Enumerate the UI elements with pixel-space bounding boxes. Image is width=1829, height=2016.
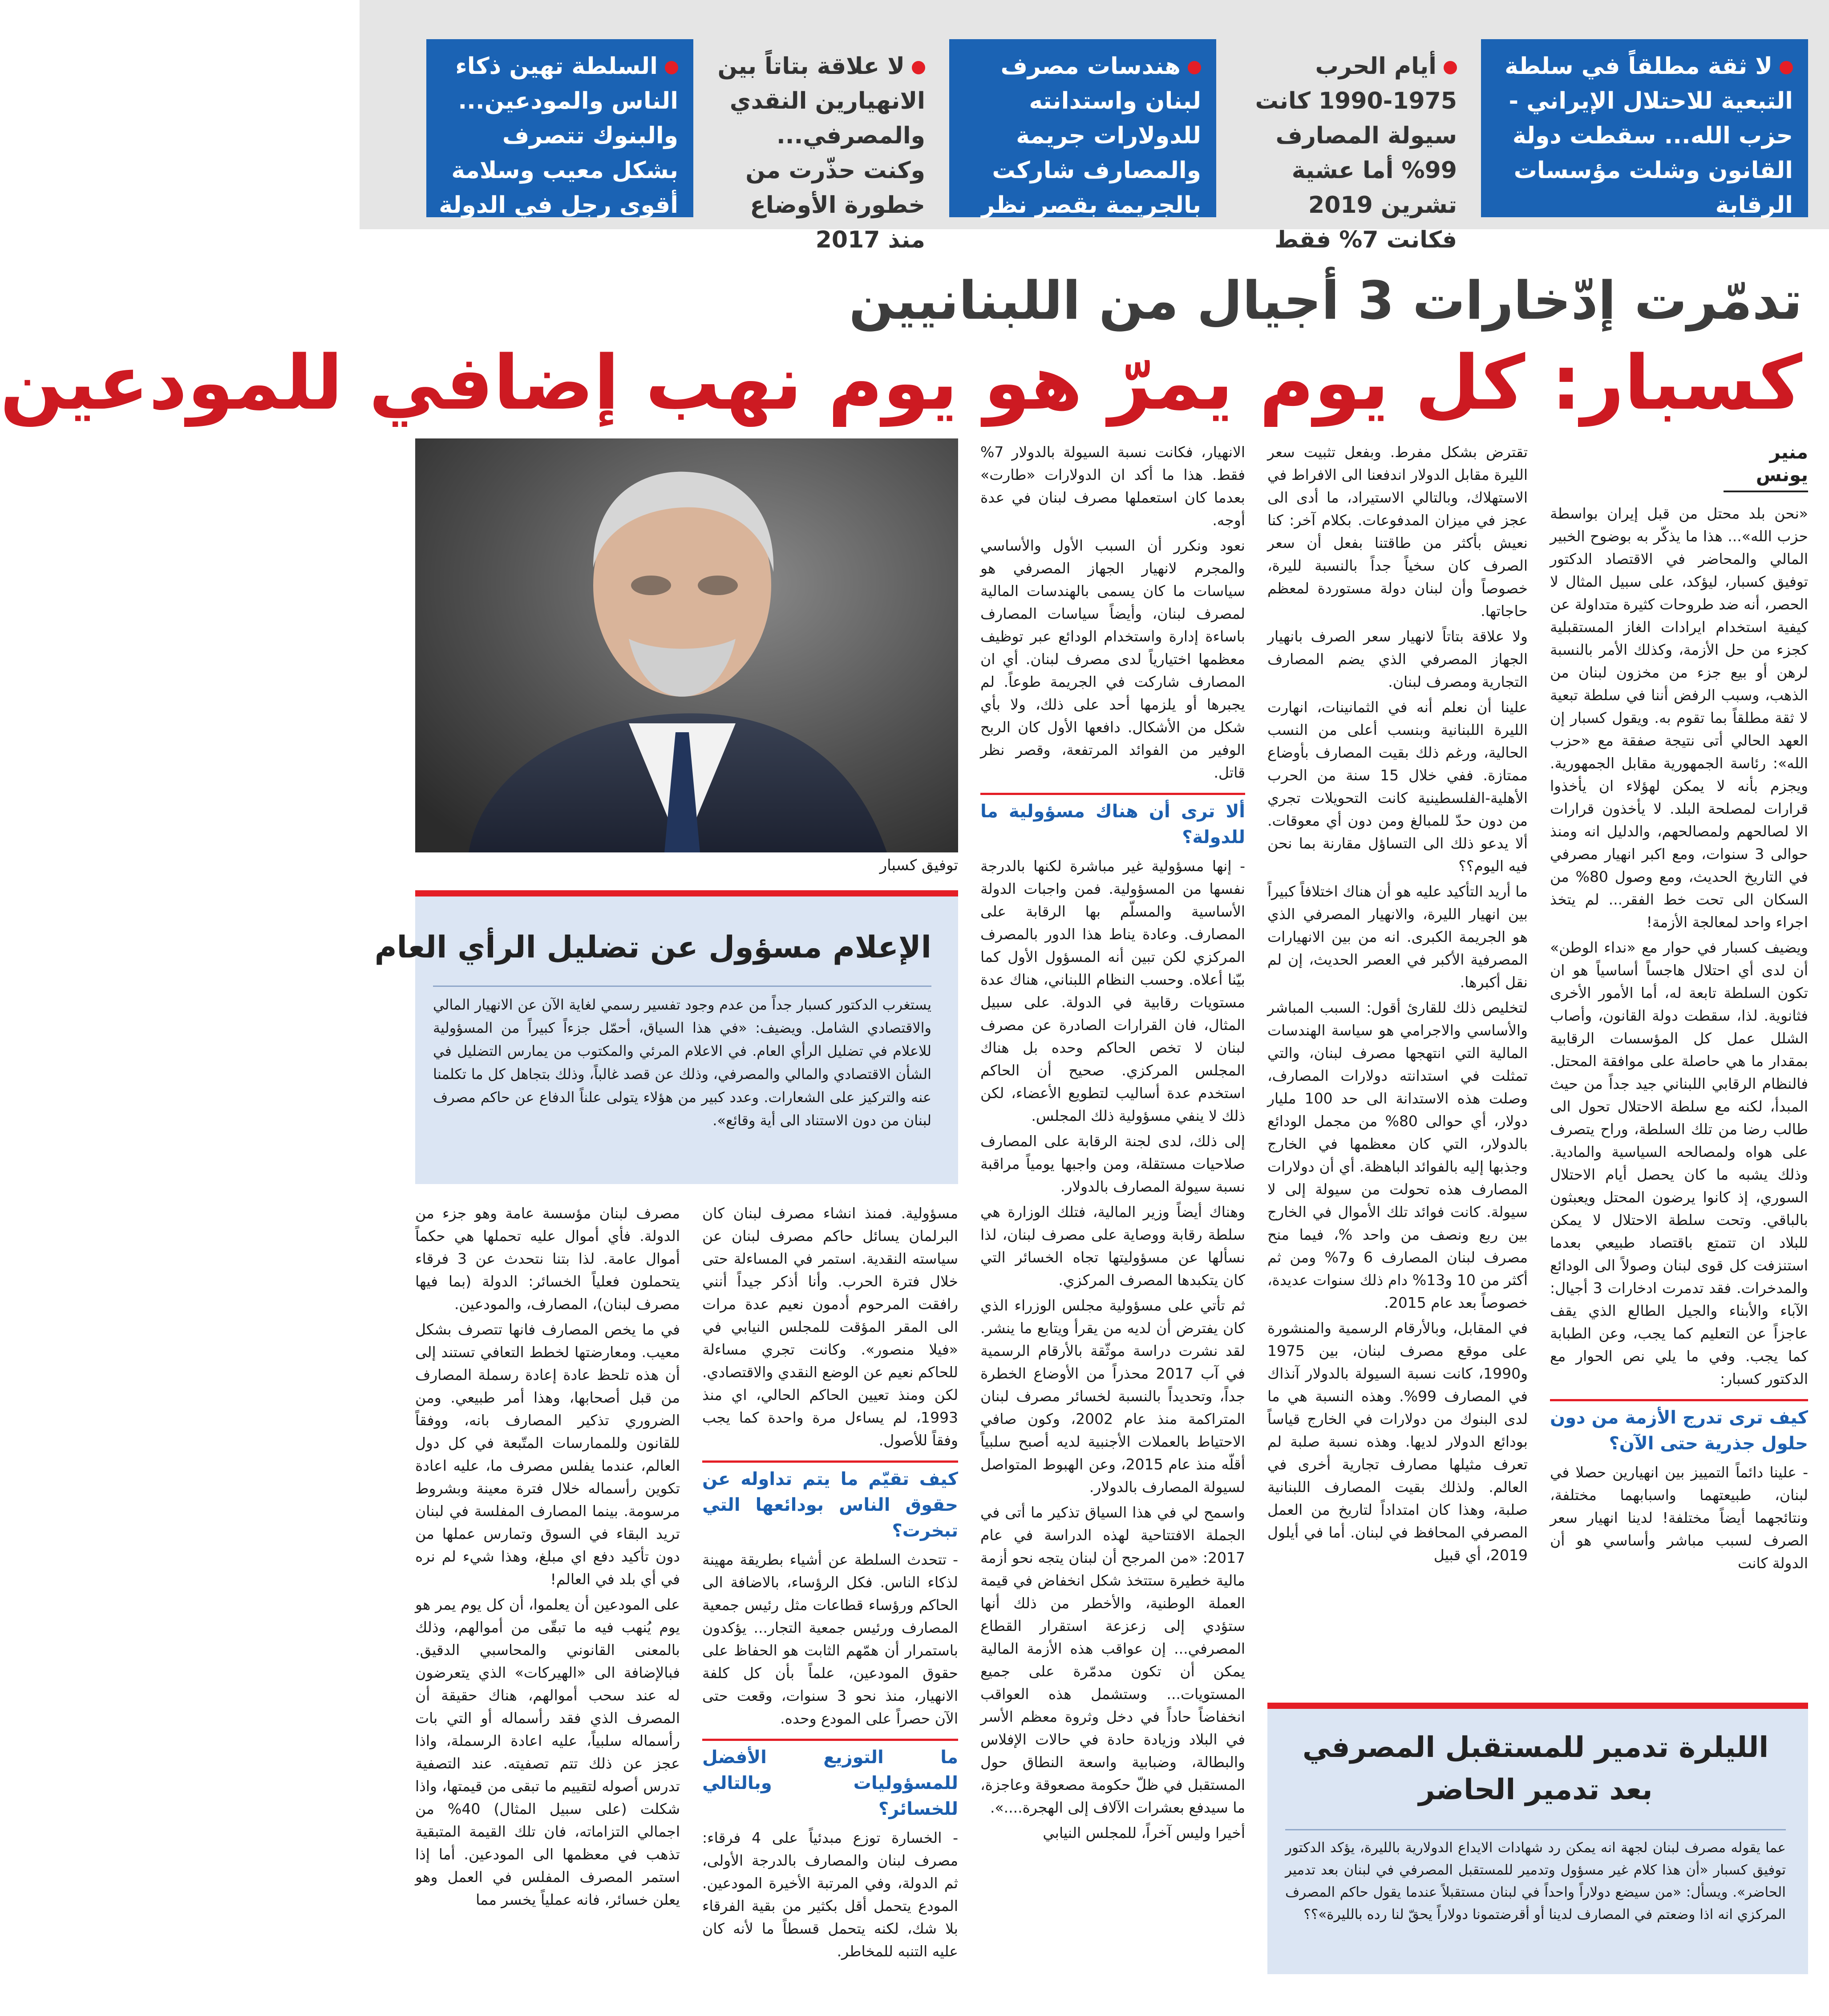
paragraph: وهناك أيضاً وزير المالية، فتلك الوزارة هي سلطة رقابة ووصاية على مصرف لبنان، لذا نسألها عن مسؤوليتها تجاه الخسائر التي كان يتكبدها المصرف المركزي. [980,1203,1245,1289]
interview-question: كيف تقيّم ما يتم تداوله عن حقوق الناس بودائعها التي تبخرت؟ [702,1460,958,1544]
interview-question: ما التوزيع الأفضل للمسؤوليات وبالتالي للخسائر؟ [702,1739,958,1822]
interview-question: ألا ترى أن هناك مسؤولية ما للدولة؟ [980,793,1245,850]
paragraph: الانهيار، فكانت نسبة السيولة بالدولار 7% فقط. هذا ما أكد ان الدولارات «طارت» بعدما كان استعملها مصرف لبنان في عدة أوجه. [980,443,1245,529]
paragraph: مصرف لبنان مؤسسة عامة وهو جزء من الدولة. فأي أموال عليه تحملها هي حكماً أموال عامة. لذا بتنا نتحدث عن 3 فرقاء يتحملون فعلياً الخسائر: الدولة (بما فيها مصرف لبنان)، المصارف، والمودعين. [415,1205,680,1313]
main-headline: كسبار: كل يوم يمرّ هو يوم نهب إضافي للمودعين [0,339,1802,426]
paragraph: - تتحدث السلطة عن أشياء بطريقة مهينة لذكاء الناس. فكل الرؤساء، بالاضافة الى الحاكم ورؤساء قطاعات مثل رئيس جمعية المصارف ورئيس جمعية التجار... يؤكدون باستمرار أن همّهم الثابت هو الحفاظ على حقوق المودعين، علماً بأن كل كلفة الانهيار، منذ نحو 3 سنوات، وقعت حتى الآن حصراً على المودع وحده. [702,1551,958,1727]
teaser-3: هندسات مصرف لبنان واستدانته للدولارات جريمة والمصارف شاركت بالجريمة بقصر نظر قاتل [949,39,1216,217]
bullet-icon [1780,61,1793,74]
sidebar-box-lirafication [1267,1703,1808,1974]
paragraph: ما أريد التأكيد عليه هو أن هناك اختلافاً كبيراً بين انهيار الليرة، والانهيار المصرفي الذي هو الجريمة الكبرى. انه من بين الانهيارات المصرفية الأكبر في العصر الحديث، إن لم نقل أكبرها. [1267,883,1528,991]
box-body: عما يقوله مصرف لبنان لجهة انه يمكن رد شهادات الايداع الدولارية بالليرة، يؤكد الدكتور توفيق كسبار «أن هذا كلام غير مسؤول وتدمير للمستقبل المصرفي في لبنان بعد تدمير الحاضر». ويسأل: «من سيضع دولاراً واحداً في لبنان مستقبلاً عندما يقول حاكم المصرف المركزي انه اذا وضعتم في المصارف لدينا أو أقرضتمونا دولاراً يحقّ لنا رده بالليرة»؟؟ [1285,1840,1786,1923]
teaser-4: لا علاقة بتاتاً بين الانهيارين النقدي والمصرفي... وكنت حذّرت من خطورة الأوضاع منذ 2017 [717,53,925,253]
paragraph: في المقابل، وبالأرقام الرسمية والمنشورة على موقع مصرف لبنان، بين 1975 و1990، كانت نسبة السيولة بالدولار آنذاك في المصارف 99%. وهذه النسبة هي ما لدى البنوك من دولارات في الخارج قياساً بودائع الدولار لديها. وهذه نسبة صلبة لم تعرف مثيلها مصارف تجارية أخرى في العالم. ولذلك بقيت المصارف اللبنانية صلبة، وهذا كان امتداداً لتاريخ من العمل المصرفي المحافظ في لبنان. أما في أيلول 2019، أي قبيل [1267,1319,1528,1564]
article-column-3 [980,441,1245,1999]
box-body: يستغرب الدكتور كسبار جداً من عدم وجود تفسير رسمي لغاية الآن عن الانهيار المالي والاقتصادي الشامل. ويضيف: «في هذا السياق، أحمّل جزءاً كبيراً من المسؤولية للاعلام في تضليل الرأي العام. في الاعلام المرئي والمكتوب من يمارس التضليل في الشأن الاقتصادي والمالي والمصرفي، وذلك عن قصد غالباً، وذلك بتجاهل كل ما تكلمنا عنه والتركيز على الشعارات. وعدد كبير من هؤلاء يتولى علناً الدفاع عن حاكم مصرف لبنان من دون الاستناد الى أية وقائع». [433,996,931,1129]
paragraph: «نحن بلد محتل من قبل إيران بواسطة حزب الله»... هذا ما يذكّر به بوضوح الخبير المالي والمحاضر في الاقتصاد الدكتور توفيق كسبار، ليؤكد، على سبيل المثال لا الحصر، أنه ضد طروحات كثيرة متداولة عن كيفية استخدام ايرادات الغاز المستقبلية كجزء من حل الأزمة، وكذلك الأمر بالنسبة لرهن أو بيع جزء من مخزون لبنان من الذهب، وسبب الرفض أننا في سلطة تبعية لا ثقة مطلقاً بما تقوم به. ويقول كسبار إن العهد الحالي أتى نتيجة صفقة مع «حزب الله»: رئاسة الجمهورية مقابل الجمهورية. ويجزم بأنه لا يمكن لهؤلاء ان يأخذوا قرارات لمصلحة البلد. لا يأخذون قرارات الا لصالحهم ولمصالحهم، والدليل انه ومنذ حوالى 3 سنوات، ومع اكبر انهيار مصرفي في التاريخ الحديث، ومع وصول 80% من السكان الى تحت خط الفقر... لم يتخذ اجراء واحد لمعالجة الأزمة! [1550,505,1808,931]
paragraph: لتخليص ذلك للقارئ أقول: السبب المباشر والأساسي والاجرامي هو سياسة الهندسات المالية التي انتهجها مصرف لبنان، والتي تمثلت في استدانته دولارات المصارف، وصلت هذه الاستدانة الى حد 100 مليار دولار، أي حوالى 80% من مجمل الودائع بالدولار، التي كان معظمها في الخارج وجذبها إليه بالفوائد الباهظة. أي أن دولارات المصارف هذه تحولت من سيولة إلى لا سيولة. كانت فوائد تلك الأموال في الخارج بين ربع ونصف من واحد %، فيما منح مصرف لبنان المصارف 6 و7% ومن ثم أكثر من 10 و13% دام ذلك سنوات عديدة، خصوصاً بعد عام 2015. [1267,999,1528,1311]
paragraph: في ما يخص المصارف فانها تتصرف بشكل معيب. ومعارضتها لخطط التعافي تستند إلى أن هذه تلحظ عادة إعادة رسملة المصارف من قبل أصحابها، وهذا أمر طبيعي. ومن الضروري تذكير المصارف بانه، ووفقاً للقانون وللممارسات المتّبعة في كل دول العالم، عندما يفلس مصرف ما، عليه اعادة تكوين رأسماله خلال فترة معينة وبشروط مرسومة. بينما المصارف المفلسة في لبنان تريد البقاء في السوق وتمارس عملها من دون تأكيد دفع اي مبلغ، وهذا شيء لم نره في أي بلد في العالم! [415,1321,680,1588]
paragraph: مسؤولية. فمنذ انشاء مصرف لبنان كان البرلمان يسائل حاكم مصرف لبنان عن سياسته النقدية. استمر في المساءلة حتى خلال فترة الحرب. وأنا أذكر جيداً أنني رافقت المرحوم أدمون نعيم عدة مرات الى المقر المؤقت للمجلس النيابي في «فيلا منصور». وكانت تجري مساءلة للحاكم نعيم عن الوضع النقدي والاقتصادي. لكن ومنذ تعيين الحاكم الحالي، اي منذ 1993، لم يساءل مرة واحدة كما يجب وفقاً للأصول. [702,1205,958,1449]
box-title: الإعلام مسؤول عن تضليل الرأي العام [374,930,931,965]
teaser-5: السلطة تهين ذكاء الناس والمودعين... والبنوك تتصرف بشكل معيب وسلامة أقوى رجل في الدولة [426,39,693,217]
paragraph: إلى ذلك، لدى لجنة الرقابة على المصارف صلاحيات مستقلة، ومن واجبها يومياً مراقبة نسبة سيولة المصارف بالدولار. [980,1132,1245,1195]
interview-question: كيف ترى تدرج الأزمة من دون حلول جذرية حتى الآن؟ [1550,1399,1808,1456]
kicker-headline: تدمّرت إدّخارات 3 أجيال من اللبنانيين [849,270,1802,331]
paragraph: - الخسارة توزع مبدئياً على 4 فرقاء: مصرف لبنان والمصارف بالدرجة الأولى، ثم الدولة، وفي المرتبة الأخيرة المودعين. المودع يتحمل أقل بكثير من بقية الفرقاء بلا شك، لكنه يتحمل قسطاً ما لأنه كان عليه التنبه للمخاطر. [702,1829,959,1960]
bullet-icon [1444,61,1457,74]
article-column-5 [415,1202,680,1999]
paragraph: علينا أن نعلم أنه في الثمانينات، انهارت الليرة اللبنانية وبنسب أعلى من النسب الحالية، ورغم ذلك بقيت المصارف بأوضاع ممتازة. ففي خلال 15 سنة من الحرب الأهلية-الفلسطينية كانت التحويلات تجري من دون حدّ للمبالغ ومن دون أي معوقات. ألا يدعو ذلك الى التساؤل مقارنة بما نحن فيه اليوم؟؟ [1267,698,1528,875]
paragraph: - إنها مسؤولية غير مباشرة لكنها بالدرجة نفسها من المسؤولية. فمن واجبات الدولة الأساسية والمسلّم بها الرقابة على المصارف. وعادة يناط هذا الدور بالمصرف المركزي لكن تبين أنه المسؤول الأول كما بيّنا أعلاه. وحسب النظام اللبناني، هناك عدة مستويات رقابية في الدولة. على سبيل المثال، فان القرارات الصادرة عن مصرف لبنان لا تخص الحاكم وحده بل هناك المجلس المركزي. صحيح أن الحاكم استخدم عدة أساليب لتطويع الأعضاء، لكن ذلك لا ينفي مسؤولية ذلك المجلس. [980,857,1245,1124]
teaser-1: لا ثقة مطلقاً في سلطة التبعية للاحتلال الإيراني - حزب الله... سقطت دولة القانون وشلت مؤسسات الرقابة [1481,39,1808,217]
paragraph: نعود ونكرر أن السبب الأول والأساسي والمجرم لانهيار الجهاز المصرفي هو سياسات ما كان يسمى بالهندسات المالية لمصرف لبنان، وأيضاً سياسات المصارف باساءة إدارة واستخدام الودائع عبر توظيف معظمها اختيارياً لدى مصرف لبنان. أي ان المصارف شاركت في الجريمة طوعاً. لم يجبرها أو يلزمها أحد على ذلك، ولا بأي شكل من الأشكال. دافعها الأول كان الربح الوفير من الفوائد المرتفعة، وقصر نظر قاتل. [980,537,1245,781]
photo-caption: توفيق كسبار [879,856,958,874]
article-column-2 [1267,441,1528,1683]
paragraph: ويضيف كسبار في حوار مع «نداء الوطن» أن لدى أي احتلال هاجساً أساسياً هو ان تكون السلطة تابعة له، أما الأمور الأخرى فثانوية. لذا، سقطت دولة القانون، وأصاب الشلل عمل كل المؤسسات الرقابية بمقدار ما هي حاصلة على موافقة المحتل. فالنظام الرقابي اللبناني جيد جداً من حيث المبدأ، لكنه مع سلطة الاحتلال تحول الى طالب رضا من تلك السلطة، وراح يتصرف على هواه ولمصالحه السياسية والمادية. وذلك يشبه ما كان يحصل أيام الاحتلال السوري، إذ كانوا يرضون المحتل ويعبثون بالباقي. وتحت سلطة الاحتلال لا يمكن للبلاد ان تتمتع باقتصاد طبيعي بعدما استنزفت كل قوى لبنان وصولاً الى الودائع والمدخرات. فقد تدمرت ادخارات 3 أجيال: الآباء والأبناء والجيل الطالع الذي يقف عاجزاً عن التعليم كما يجب، وعن الطبابة كما يجب. وفي ما يلي نص الحوار مع الدكتور كسبار: [1550,939,1808,1387]
article-column-4 [702,1202,958,1999]
portrait-photo [415,438,958,852]
paragraph: أخيرا وليس آخراً، للمجلس النيابي [1043,1824,1245,1842]
bullet-icon [912,61,925,74]
paragraph: واسمح لي في هذا السياق تذكير ما أتى في الجملة الافتتاحية لهذه الدراسة في عام 2017: «من المرجح أن لبنان يتجه نحو أزمة مالية خطيرة ستتخذ شكل انخفاض في قيمة العملة الوطنية، والأخطر من ذلك أنها ستؤدي إلى زعزعة استقرار القطاع المصرفي... إن عواقب هذه الأزمة المالية يمكن أن تكون مدمّرة على جميع المستويات... وستشمل هذه العواقب انخفاضاً حاداً في دخل وثروة معظم الأسر في البلاد وزيادة حادة في حالات الإفلاس والبطالة، وضبابية واسعة النطاق حول المستقبل في ظلّ حكومة مصعوقة وعاجزة، ما سيدفع بعشرات الآلاف إلى الهجرة....». [980,1504,1245,1816]
portrait-image [415,438,958,852]
byline: منير يونس [1724,441,1808,492]
box-title: الليلرة تدمير للمستقبل المصرفي بعد تدمير الحاضر [1302,1731,1769,1806]
bullet-icon [665,61,678,74]
sidebar-box-media [374,890,958,1184]
article-column-1 [1550,441,1808,1572]
paragraph: تقترض بشكل مفرط. وبفعل تثبيت سعر الليرة مقابل الدولار اندفعنا الى الافراط في الاستهلاك، وبالتالي الاستيراد، ما أدى الى عجز في ميزان المدفوعات. بكلام آخر: كنا نعيش بأكثر من طاقتنا بفعل أن سعر الصرف كان سخياً جداً بالنسبة لليرة، خصوصاً وأن لبنان دولة مستوردة لمعظم حاجاتها. [1267,443,1528,620]
paragraph: - علينا دائماً التمييز بين انهيارين حصلا في لبنان، طبيعتهما واسبابهما مختلفة، ونتائجهما أيضاً مختلفة! لدينا انهيار سعر الصرف لسبب مباشر وأساسي هو أن الدولة كانت [1550,1464,1808,1572]
teaser-banner [360,0,1829,253]
bullet-icon [1188,61,1201,74]
paragraph: ولا علاقة بتاتاً لانهيار سعر الصرف بانهيار الجهاز المصرفي الذي يضم المصارف التجارية ومصرف لبنان. [1267,628,1528,690]
teaser-2: أيام الحرب 1975-1990 كانت سيولة المصارف 99% أما عشية تشرين 2019 فكانت 7% فقط [1255,53,1457,253]
paragraph: ثم تأتي على مسؤولية مجلس الوزراء الذي كان يفترض أن لديه من يقرأ ويتابع ما ينشر. لقد نشرت دراسة موثّقة بالأرقام الرسمية في آب 2017 محذراً من الأوضاع الخطرة جداً، وتحديداً بالنسبة لخسائر مصرف لبنان المتراكمة منذ عام 2002، وكون صافي الاحتياط بالعملات الأجنبية لديه أصبح سلبياً أقلّه منذ عام 2015، وعن الهبوط المتواصل لسيولة المصارف بالدولار. [980,1297,1246,1496]
paragraph: على المودعين أن يعلموا، أن كل يوم يمر هو يوم يُنهب فيه ما تبقّى من أموالهم، وذلك بالمعنى القانوني والمحاسبي الدقيق. فبالإضافة الى «الهيركات» الذي يتعرضون له عند سحب أموالهم، هناك حقيقة أن المصرف الذي فقد رأسماله أو التي بات رأسماله سلبياً، عليه اعادة الرسملة، واذا عجز عن ذلك تتم تصفيته. عند التصفية تدرس أصوله لتقييم ما تبقى من قيمتها، واذا شكلت (على سبيل المثال) 40% من اجمالي التزاماته، فان تلك القيمة المتبقية تذهب في معظمها الى المودعين. أما إذا استمر المصرف المفلس في العمل وهو يعلن خسائر، فانه عملياً يخسر مما [415,1596,680,1908]
